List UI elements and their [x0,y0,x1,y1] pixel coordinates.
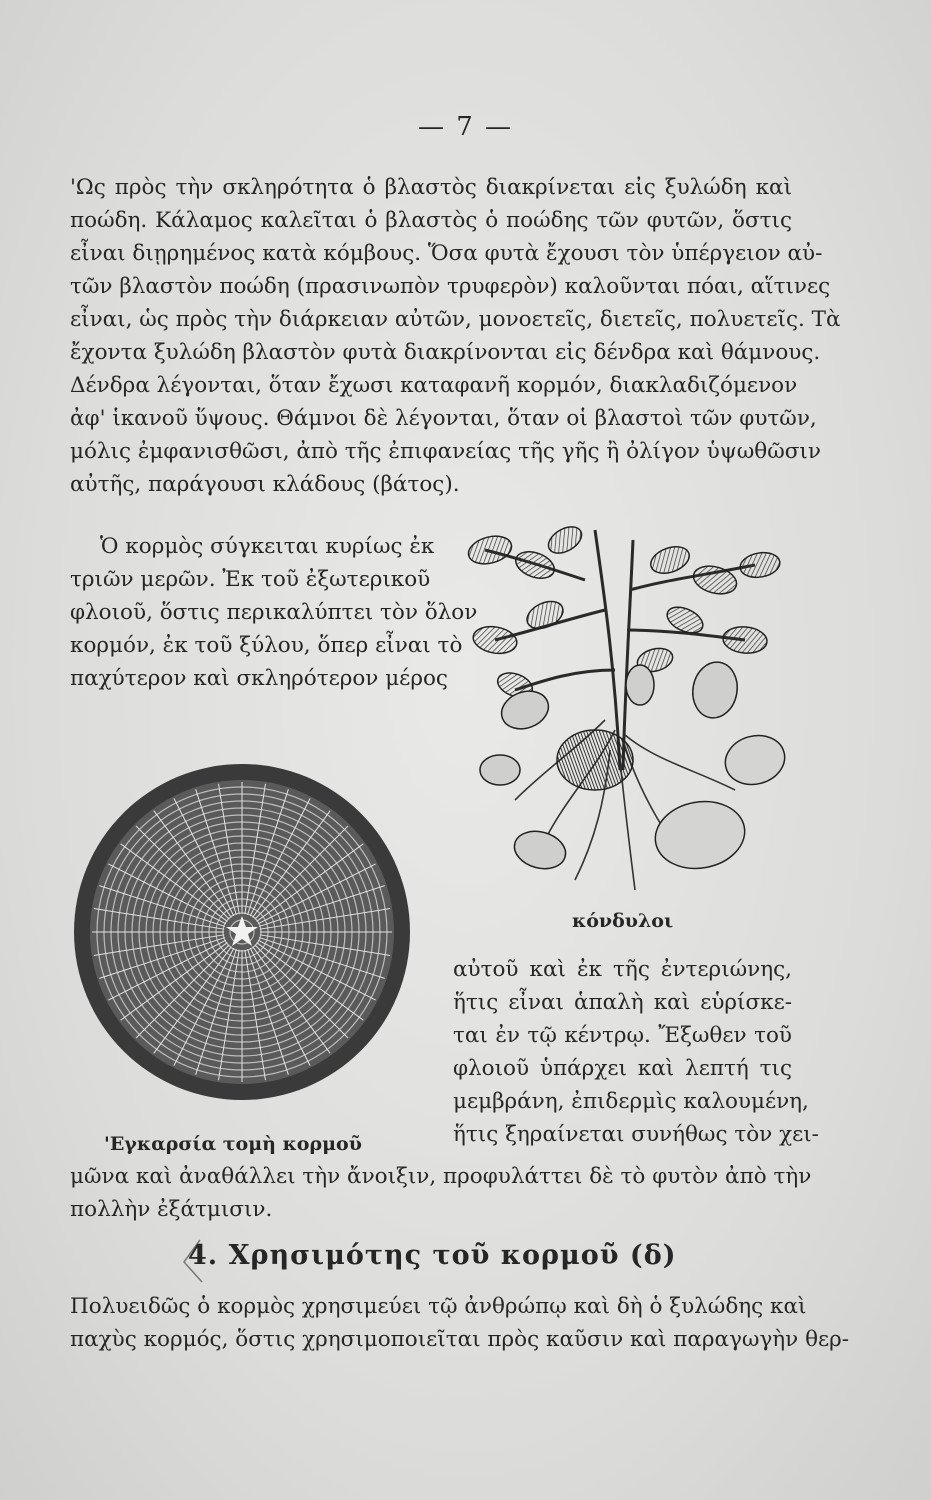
text-line: μεμβράνη, ἐπιδερμὶς καλουμένη, [453,1089,809,1114]
text-line: φλοιοῦ ὑπάρχει καὶ λεπτή τις [453,1056,792,1081]
text-line: αὐτῆς, παράγουσι κλάδους (βάτος). [70,472,460,497]
text-line: παχὺς κορμός, ὅστις χρησιμοποιεῖται πρὸς καῦσιν καὶ παραγωγὴν θερ- [70,1327,850,1352]
text-line: Ὁ κορμὸς σύγκειται κυρίως ἐκ [100,534,435,559]
text-line: ποώδη. Κάλαμος καλεῖται ὁ βλαστὸς ὁ ποώδης τῶν φυτῶν, ὅστις [70,208,792,233]
text-line: μόλις ἐμφανισθῶσι, ἀπὸ τῆς ἐπιφανείας τῆς γῆς ἢ ὀλίγον ὑψωθῶσιν [70,439,821,464]
text-line: κορμόν, ἐκ τοῦ ξύλου, ὅπερ εἶναι τὸ [70,633,463,658]
text-line: ἥτις εἶναι ἁπαλὴ καὶ εὑρίσκε- [453,990,792,1015]
text-line: φλοιοῦ, ὅστις περικαλύπτει τὸν ὅλον [70,600,478,625]
figure-caption-tubers: κόνδυλοι [572,910,674,932]
potato-plant-illustration [455,520,800,900]
text-line: ἔχοντα ξυλώδη βλαστὸν φυτὰ διακρίνονται εἰς δένδρα καὶ θάμνους. [70,340,821,365]
text-line: ἥτις ξηραίνεται συνήθως τὸν χει- [453,1122,819,1147]
text-line: Πολυειδῶς ὁ κορμὸς χρησιμεύει τῷ ἀνθρώπῳ καὶ δὴ ὁ ξυλώδης καὶ [70,1294,807,1319]
text-line: 'Ως πρὸς τὴν σκληρότητα ὁ βλαστὸς διακρίνεται εἰς ξυλώδη καὶ [70,175,792,200]
trunk-cross-section-illustration [70,760,420,1110]
text-line: εἶναι διῃρημένος κατὰ κόμβους. Ὅσα φυτὰ ἔχουσι τὸν ὑπέργειον αὐ- [70,241,823,266]
text-line: ται ἐν τῷ κέντρῳ. Ἔξωθεν τοῦ [453,1023,792,1048]
text-line: πολλὴν ἐξάτμισιν. [70,1197,273,1222]
text-line: εἶναι, ὡς πρὸς τὴν διάρκειαν αὐτῶν, μονοετεῖς, διετεῖς, πολυετεῖς. Τὰ [70,307,841,332]
figure-caption-cross-section: 'Εγκαρσία τομὴ κορμοῦ [104,1133,362,1155]
page-number: — 7 — [417,112,514,142]
text-line: τριῶν μερῶν. Ἐκ τοῦ ἐξωτερικοῦ [70,567,431,592]
text-line: ἀφ' ἱκανοῦ ὕψους. Θάμνοι δὲ λέγονται, ὅταν οἱ βλαστοὶ τῶν φυτῶν, [70,406,817,431]
text-line: τῶν βλαστὸν ποώδη (πρασινωπὸν τρυφερὸν) καλοῦνται πόαι, αἵτινες [70,274,831,299]
text-line: αὐτοῦ καὶ ἐκ τῆς ἐντεριώνης, [453,957,792,982]
text-line: μῶνα καὶ ἀναθάλλει τὴν ἄνοιξιν, προφυλάττει δὲ τὸ φυτὸν ἀπὸ τὴν [70,1164,812,1189]
text-line: παχύτερον καὶ σκληρότερον μέρος [70,666,448,691]
section-heading: 4. Χρησιμότης τοῦ κορμοῦ (δ) [188,1240,677,1271]
text-line: Δένδρα λέγονται, ὅταν ἔχωσι καταφανῆ κορμόν, διακλαδιζόμενον [70,373,798,398]
